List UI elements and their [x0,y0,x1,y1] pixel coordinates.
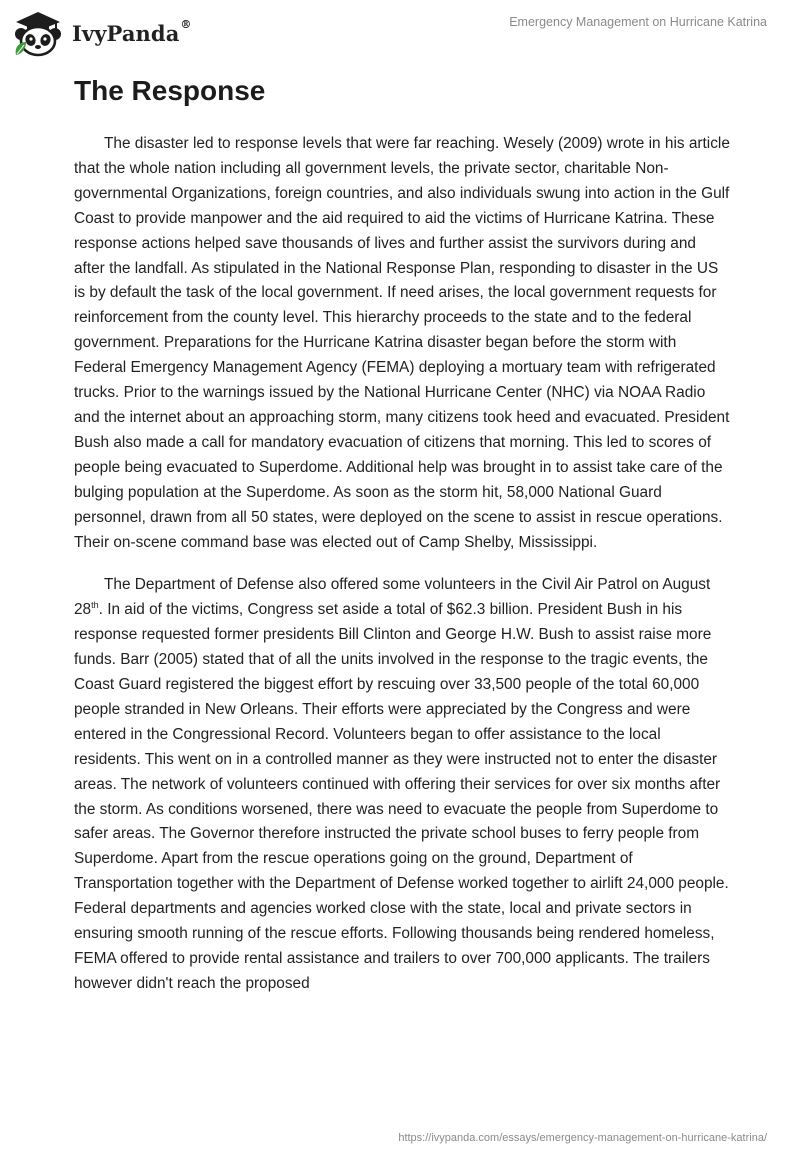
page-header [0,0,800,70]
section-heading: The Response [74,75,266,106]
logo-name: IvyPanda [72,20,180,46]
paragraph-2-part-1: The Department of Defense also offered some volunteers in the Civil Air Patrol on August 28 [74,576,711,619]
registered-mark: ® [180,17,192,31]
paragraph-1: The disaster led to response levels that were far reaching. Wesely (2009) wrote in his article that the whole nation including all government levels, the private sector, charitable Non-governmental Organizations, foreign countries, and also individuals swung into action in the Gulf Coast to provide manpower and the aid required to aid the victims of Hurricane Katrina. These response actions helped save thousands of lives and further assist the survivors during and after the landfall. As stipulated in the National Response Plan, responding to disaster in the US is by default the task of the local government. If need arises, the local government requests for reinforcement from the county level. This hierarchy proceeds to the state and to the federal government. Preparations for the Hurricane Katrina disaster began before the storm with Federal Emergency Management Agency (FEMA) deploying a mortuary team with refrigerated trucks. Prior to the warnings issued by the National Hurricane Center (NHC) via NOAA Radio and the internet about an approaching storm, many citizens took heed and evacuated. President Bush also made a call for mandatory evacuation of citizens that morning. This led to scores of people being evacuated to Superdome. Additional help was brought in to assist take care of the bulging population at the Superdome. As soon as the storm hit, 58,000 National Guard personnel, drawn from all 50 states, were deployed on the scene to assist in rescue operations. Their on-scene command base was elected out of Camp Shelby, Mississippi. [74,135,730,551]
paragraph-2 [74,573,730,996]
paragraph-2-part-2: . In aid of the victims, Congress set aside a total of $62.3 billion. President Bush in his response requested former presidents Bill Clinton and George H.W. Bush to assist raise more funds. Barr (2005) stated that of all the units involved in the response to the tragic events, the Coast Guard registered the biggest effort by rescuing over 33,500 people of the total 60,000 people stranded in New Orleans. Their efforts were appreciated by the Congress and were entered in the Congressional Record. Volunteers began to offer assistance to the local residents. This went on in a controlled manner as they were instructed not to enter the disaster areas. The network of volunteers continued with offering their services for over six months after the storm. As conditions worsened, there was need to evacuate the people from Superdome to safer areas. The Governor therefore instructed the private school buses to ferry people from Superdome. Apart from the rescue operations going on the ground, Department of Transportation together with the Department of Defense worked together to airlift 24,000 people. Federal departments and agencies worked close with the state, local and private sectors in ensuring smooth running of the rescue efforts. Following thousands being rendered homeless, FEMA offered to provide rental assistance and trailers to over 700,000 applicants. The trailers however didn't reach the proposed [74,601,729,992]
source-url[interactable]: https://ivypanda.com/essays/emergency-management-on-hurricane-katrina/ [398,1132,767,1144]
logo-wordmark [72,17,192,46]
essay-title: Emergency Management on Hurricane Katrina [509,15,767,29]
ordinal-superscript: th [91,600,99,611]
essay-content [74,72,730,1015]
ivypanda-logo[interactable] [12,9,192,57]
panda-graduation-cap-icon [12,9,64,57]
